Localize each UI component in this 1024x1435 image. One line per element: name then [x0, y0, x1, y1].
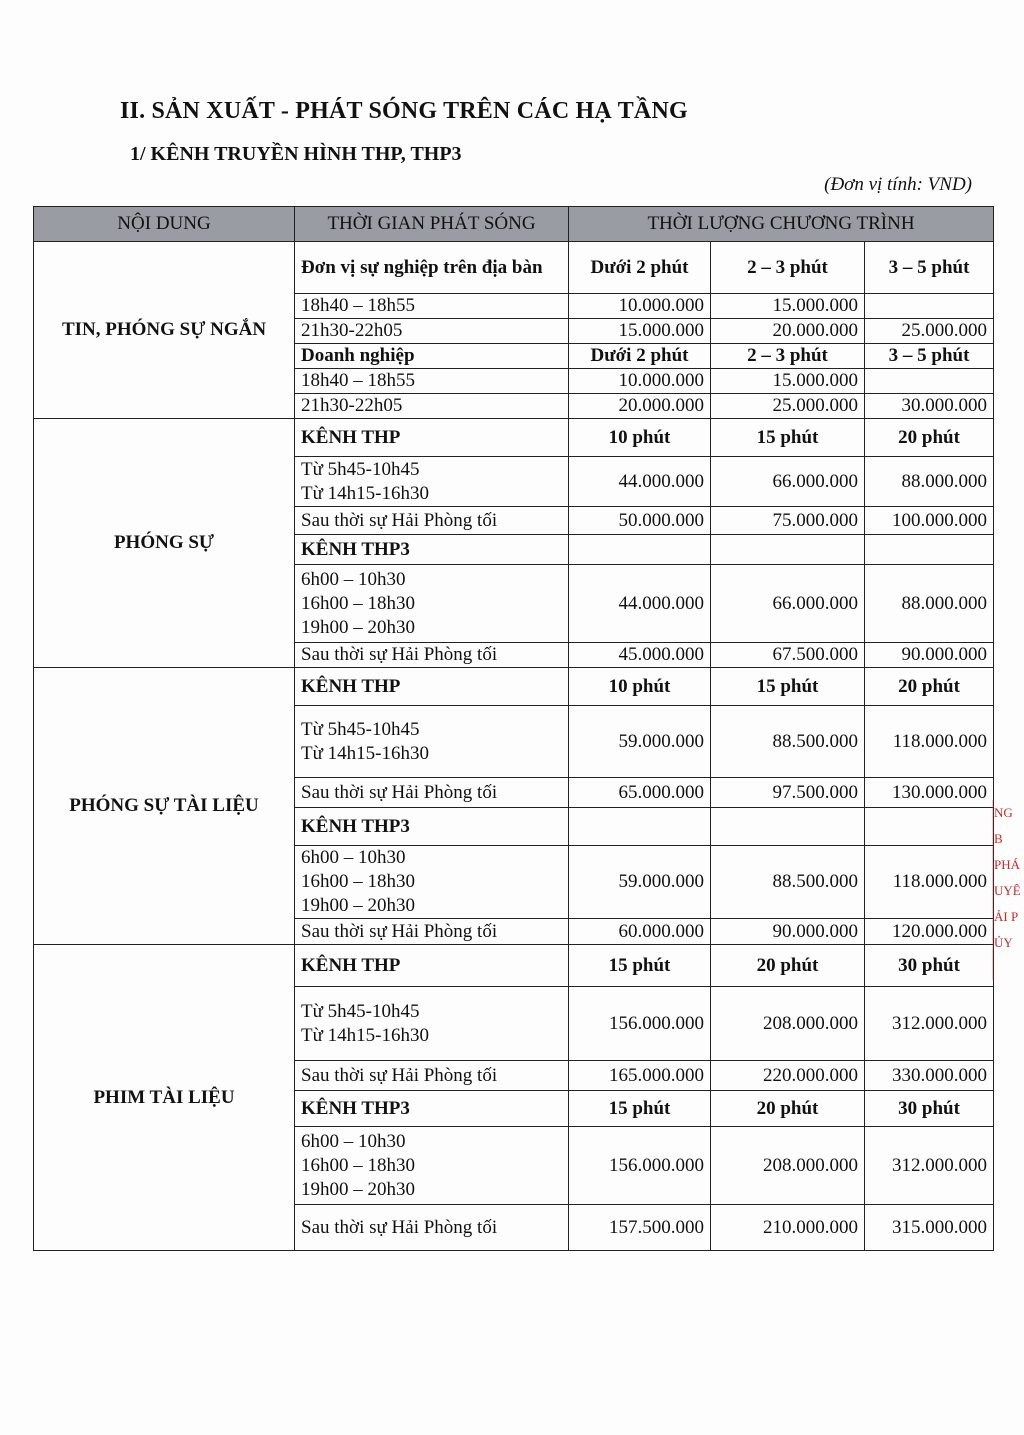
section-heading: II. SẢN XUẤT - PHÁT SÓNG TRÊN CÁC HẠ TẦNG — [120, 98, 688, 124]
subgroup-label: KÊNH THP3 — [295, 1091, 569, 1127]
category-cell: PHÓNG SỰ TÀI LIỆU — [34, 668, 295, 945]
duration-header-cell: 20 phút — [865, 668, 994, 706]
price-cell: 59.000.000 — [569, 846, 711, 919]
time-slot-cell: Từ 5h45-10h45 Từ 14h15-16h30 — [295, 987, 569, 1061]
price-cell: 59.000.000 — [569, 706, 711, 778]
price-cell: 97.500.000 — [711, 778, 865, 808]
stamp-text-fragment: UYÊ — [994, 883, 1021, 898]
time-slot-cell: 6h00 – 10h30 16h00 – 18h30 19h00 – 20h30 — [295, 846, 569, 919]
stamp-text-fragment: NG — [994, 805, 1013, 820]
stamp-text-fragment: B — [994, 831, 1003, 846]
table-row — [34, 419, 994, 457]
price-cell: 25.000.000 — [865, 319, 994, 344]
price-cell — [865, 294, 994, 319]
price-cell: 120.000.000 — [865, 919, 994, 945]
price-cell: 88.500.000 — [711, 846, 865, 919]
duration-header-cell: Dưới 2 phút — [569, 344, 711, 369]
price-table — [33, 206, 994, 1251]
table-row — [34, 668, 994, 706]
price-cell: 208.000.000 — [711, 1127, 865, 1205]
price-cell: 210.000.000 — [711, 1205, 865, 1251]
duration-header-cell: 10 phút — [569, 419, 711, 457]
duration-header-cell: 20 phút — [865, 419, 994, 457]
price-cell: 67.500.000 — [711, 643, 865, 668]
price-cell — [865, 369, 994, 394]
price-cell: 15.000.000 — [711, 294, 865, 319]
subsection-heading: 1/ KÊNH TRUYỀN HÌNH THP, THP3 — [130, 143, 462, 165]
category-cell: PHIM TÀI LIỆU — [34, 945, 295, 1251]
price-cell: 50.000.000 — [569, 507, 711, 535]
category-cell: PHÓNG SỰ — [34, 419, 295, 668]
duration-header-cell: 15 phút — [569, 945, 711, 987]
subgroup-label: KÊNH THP3 — [295, 808, 569, 846]
price-cell: 75.000.000 — [711, 507, 865, 535]
subgroup-label: KÊNH THP — [295, 419, 569, 457]
duration-header-cell: 30 phút — [865, 945, 994, 987]
price-cell: 45.000.000 — [569, 643, 711, 668]
duration-header-cell: 3 – 5 phút — [865, 344, 994, 369]
time-slot-cell: 6h00 – 10h30 16h00 – 18h30 19h00 – 20h30 — [295, 1127, 569, 1205]
table-row — [34, 242, 994, 294]
header-broadcast-time: THỜI GIAN PHÁT SÓNG — [295, 207, 569, 242]
subgroup-label: Đơn vị sự nghiệp trên địa bàn — [295, 242, 569, 294]
price-cell: 88.000.000 — [865, 565, 994, 643]
price-cell: 90.000.000 — [711, 919, 865, 945]
duration-header-cell: 2 – 3 phút — [711, 344, 865, 369]
duration-header-cell: 3 – 5 phút — [865, 242, 994, 294]
header-content: NỘI DUNG — [34, 207, 295, 242]
subgroup-label: Doanh nghiệp — [295, 344, 569, 369]
table-row — [34, 945, 994, 987]
price-cell: 156.000.000 — [569, 987, 711, 1061]
price-cell: 20.000.000 — [711, 319, 865, 344]
price-cell: 118.000.000 — [865, 846, 994, 919]
time-slot-cell: 21h30-22h05 — [295, 319, 569, 344]
duration-header-cell: 15 phút — [711, 668, 865, 706]
subgroup-label: KÊNH THP — [295, 945, 569, 987]
duration-header-cell: Dưới 2 phút — [569, 242, 711, 294]
price-cell: 118.000.000 — [865, 706, 994, 778]
duration-header-cell: 20 phút — [711, 945, 865, 987]
price-cell: 312.000.000 — [865, 1127, 994, 1205]
duration-header-cell — [711, 808, 865, 846]
red-stamp-fragment — [994, 800, 1024, 980]
price-cell: 66.000.000 — [711, 457, 865, 507]
price-cell: 208.000.000 — [711, 987, 865, 1061]
price-cell: 90.000.000 — [865, 643, 994, 668]
price-cell: 100.000.000 — [865, 507, 994, 535]
time-slot-cell: Từ 5h45-10h45 Từ 14h15-16h30 — [295, 706, 569, 778]
price-cell: 315.000.000 — [865, 1205, 994, 1251]
time-slot-cell: 6h00 – 10h30 16h00 – 18h30 19h00 – 20h30 — [295, 565, 569, 643]
duration-header-cell: 15 phút — [569, 1091, 711, 1127]
time-slot-cell: Sau thời sự Hải Phòng tối — [295, 1061, 569, 1091]
duration-header-cell: 10 phút — [569, 668, 711, 706]
price-cell: 30.000.000 — [865, 394, 994, 419]
price-cell: 88.500.000 — [711, 706, 865, 778]
duration-header-cell: 30 phút — [865, 1091, 994, 1127]
subgroup-label: KÊNH THP — [295, 668, 569, 706]
price-cell: 130.000.000 — [865, 778, 994, 808]
duration-header-cell — [569, 535, 711, 565]
time-slot-cell: 18h40 – 18h55 — [295, 369, 569, 394]
duration-header-cell — [569, 808, 711, 846]
price-cell: 220.000.000 — [711, 1061, 865, 1091]
price-cell: 20.000.000 — [569, 394, 711, 419]
duration-header-cell — [865, 535, 994, 565]
stamp-text-fragment: PHÁ — [994, 857, 1021, 872]
time-slot-cell: Sau thời sự Hải Phòng tối — [295, 778, 569, 808]
duration-header-cell: 2 – 3 phút — [711, 242, 865, 294]
price-cell: 66.000.000 — [711, 565, 865, 643]
category-cell: TIN, PHÓNG SỰ NGẮN — [34, 242, 295, 419]
time-slot-cell: Sau thời sự Hải Phòng tối — [295, 643, 569, 668]
duration-header-cell — [865, 808, 994, 846]
duration-header-cell: 20 phút — [711, 1091, 865, 1127]
price-cell: 157.500.000 — [569, 1205, 711, 1251]
price-cell: 330.000.000 — [865, 1061, 994, 1091]
stamp-text-fragment: ỦY — [994, 935, 1013, 950]
price-cell: 44.000.000 — [569, 565, 711, 643]
price-cell: 10.000.000 — [569, 294, 711, 319]
subgroup-label: KÊNH THP3 — [295, 535, 569, 565]
unit-note: (Đơn vị tính: VND) — [824, 174, 972, 195]
price-cell: 165.000.000 — [569, 1061, 711, 1091]
price-cell: 60.000.000 — [569, 919, 711, 945]
table-header-row — [34, 207, 994, 242]
price-cell: 65.000.000 — [569, 778, 711, 808]
price-cell: 15.000.000 — [569, 319, 711, 344]
time-slot-cell: Từ 5h45-10h45 Từ 14h15-16h30 — [295, 457, 569, 507]
time-slot-cell: 21h30-22h05 — [295, 394, 569, 419]
price-cell: 10.000.000 — [569, 369, 711, 394]
price-cell: 312.000.000 — [865, 987, 994, 1061]
price-cell: 156.000.000 — [569, 1127, 711, 1205]
time-slot-cell: Sau thời sự Hải Phòng tối — [295, 919, 569, 945]
header-duration: THỜI LƯỢNG CHƯƠNG TRÌNH — [569, 207, 994, 242]
time-slot-cell: Sau thời sự Hải Phòng tối — [295, 1205, 569, 1251]
duration-header-cell: 15 phút — [711, 419, 865, 457]
price-cell: 25.000.000 — [711, 394, 865, 419]
duration-header-cell — [711, 535, 865, 565]
time-slot-cell: Sau thời sự Hải Phòng tối — [295, 507, 569, 535]
price-cell: 15.000.000 — [711, 369, 865, 394]
price-cell: 44.000.000 — [569, 457, 711, 507]
time-slot-cell: 18h40 – 18h55 — [295, 294, 569, 319]
stamp-text-fragment: ẢI P — [994, 909, 1019, 924]
price-cell: 88.000.000 — [865, 457, 994, 507]
